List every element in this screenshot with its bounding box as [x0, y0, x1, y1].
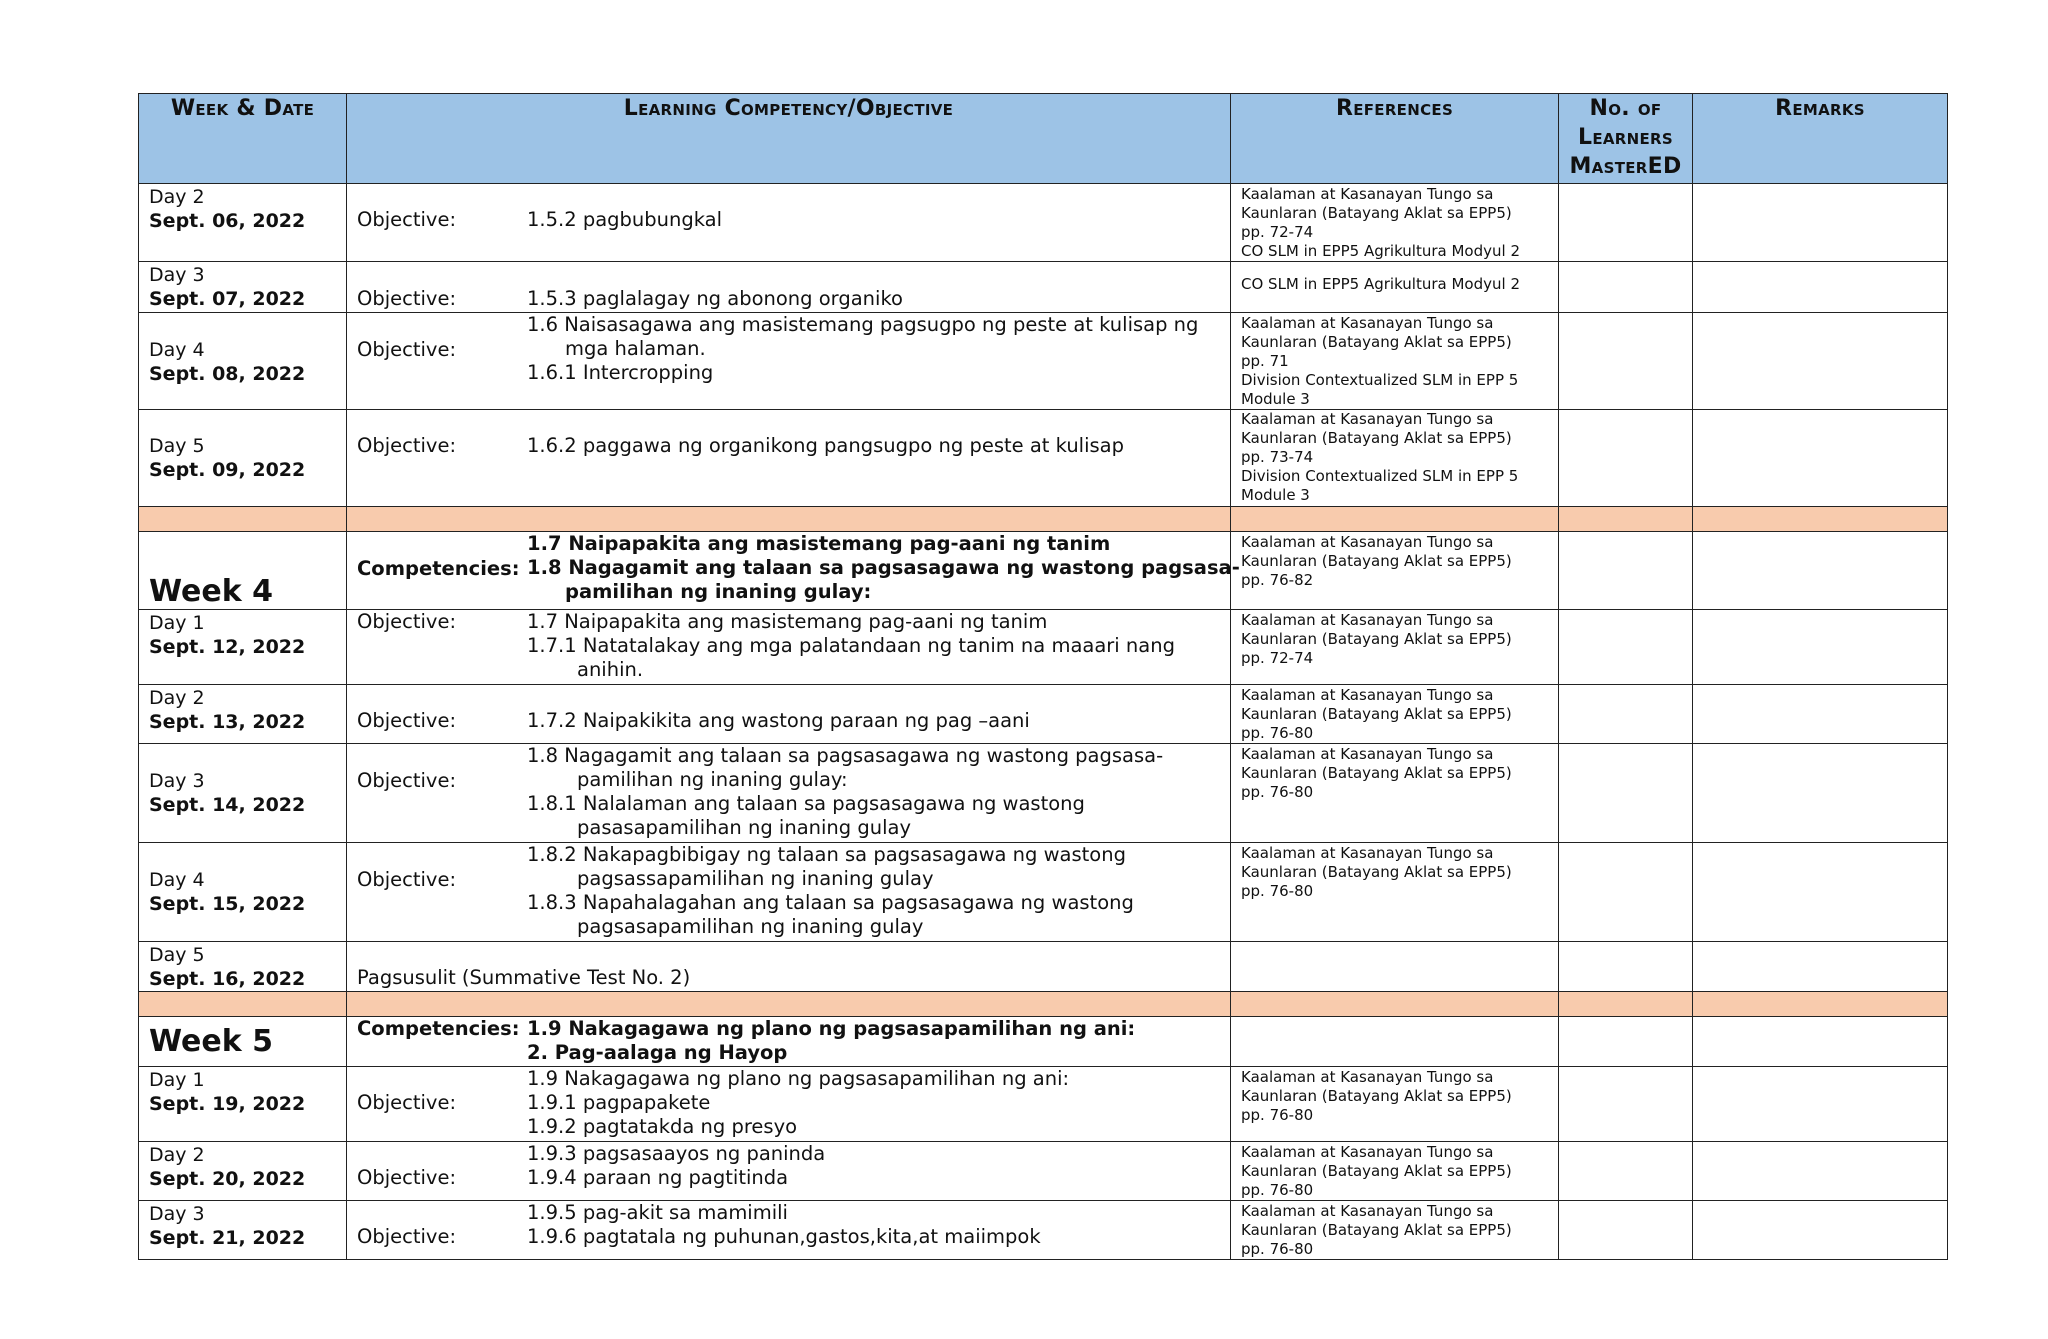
cell-text: pasasapamilihan ng inaning gulay [577, 816, 912, 839]
table-cell [1231, 942, 1559, 992]
table-cell [347, 1142, 1231, 1201]
cell-text: 1.7 Naipapakita ang masistemang pag-aani ng tanim [527, 610, 1048, 633]
objective-label: Objective: [357, 709, 457, 732]
table-cell [1559, 744, 1693, 843]
table-row [139, 685, 1948, 744]
table-cell [1559, 313, 1693, 410]
objective-label: Objective: [357, 287, 457, 310]
competencies-label: Competencies: [357, 1017, 520, 1040]
cell-text: Day 3 [149, 264, 205, 286]
table-cell [139, 610, 347, 685]
table-cell [139, 685, 347, 744]
table-cell [1693, 1142, 1948, 1201]
cell-text: Learning Competency/Objective [623, 96, 954, 121]
cell-text: Module 3 [1241, 486, 1310, 504]
cell-text: Day 3 [149, 770, 205, 792]
table-cell [1559, 685, 1693, 744]
cell-text: Kaalaman at Kasanayan Tungo sa [1241, 745, 1494, 763]
cell-text: Kaalaman at Kasanayan Tungo sa [1241, 844, 1494, 862]
table-cell [347, 744, 1231, 843]
table-cell [139, 843, 347, 942]
table-cell [1693, 610, 1948, 685]
table-row [139, 410, 1948, 507]
table-cell [1231, 184, 1559, 262]
header-references [1231, 94, 1559, 184]
cell-text: 1.9.5 pag-akit sa mamimili [527, 1201, 788, 1224]
table-cell [347, 843, 1231, 942]
table-row [139, 313, 1948, 410]
table-cell [139, 1142, 347, 1201]
cell-text: 1.7 Naipapakita ang masistemang pag-aani ng tanim [527, 532, 1111, 555]
cell-text: 1.9 Nakagagawa ng plano ng pagsasapamilihan ng ani: [527, 1017, 1136, 1040]
lesson-plan-sheet [138, 93, 1947, 1260]
cell-text: 1.9.3 pagsasaayos ng paninda [527, 1142, 826, 1165]
cell-text: pp. 76-80 [1241, 1240, 1314, 1258]
cell-text: pp. 76-80 [1241, 882, 1314, 900]
cell-text: pp. 76-80 [1241, 724, 1314, 742]
cell-text: Kaunlaran (Batayang Aklat sa EPP5) [1241, 705, 1512, 723]
objective-label: Objective: [357, 868, 457, 891]
table-cell [347, 507, 1231, 532]
cell-text: pp. 76-80 [1241, 783, 1314, 801]
cell-text: Kaunlaran (Batayang Aklat sa EPP5) [1241, 429, 1512, 447]
cell-text: Division Contextualized SLM in EPP 5 [1241, 467, 1519, 485]
table-cell [1559, 262, 1693, 313]
cell-text: Kaunlaran (Batayang Aklat sa EPP5) [1241, 1087, 1512, 1105]
cell-text: Kaunlaran (Batayang Aklat sa EPP5) [1241, 552, 1512, 570]
objective-label: Objective: [357, 208, 457, 231]
cell-text: Kaalaman at Kasanayan Tungo sa [1241, 185, 1494, 203]
table-row [139, 1201, 1948, 1260]
table-cell [1559, 532, 1693, 610]
table-cell [1231, 1017, 1559, 1067]
table-cell [139, 942, 347, 992]
table-cell [347, 992, 1231, 1017]
cell-text: No. of [1589, 96, 1662, 121]
objective-label: Objective: [357, 434, 457, 457]
table-cell [1693, 1201, 1948, 1260]
cell-text: pp. 76-80 [1241, 1181, 1314, 1199]
objective-label: Objective: [357, 1225, 457, 1248]
table-cell [1559, 507, 1693, 532]
table-row [139, 1142, 1948, 1201]
cell-text: Day 2 [149, 687, 205, 709]
table-cell [1231, 1201, 1559, 1260]
cell-text: CO SLM in EPP5 Agrikultura Modyul 2 [1241, 242, 1520, 260]
cell-text: 1.6.2 paggawa ng organikong pangsugpo ng peste at kulisap [527, 434, 1124, 457]
cell-text: 1.9.4 paraan ng pagtitinda [527, 1166, 789, 1189]
header-week-date [139, 94, 347, 184]
week-4-title: Week 4 [149, 574, 273, 609]
table-cell [347, 1017, 1231, 1067]
cell-text: pamilihan ng inaning gulay: [577, 768, 848, 791]
table-cell [1693, 410, 1948, 507]
cell-text: Week & Date [170, 96, 315, 121]
week-4-row [139, 532, 1948, 610]
table-cell [1693, 942, 1948, 992]
cell-text: 1.9.2 pagtatakda ng presyo [527, 1115, 798, 1138]
cell-text: Sept. 09, 2022 [149, 459, 306, 481]
cell-text: Kaalaman at Kasanayan Tungo sa [1241, 1143, 1494, 1161]
table-cell [347, 1067, 1231, 1142]
cell-text: Remarks [1775, 96, 1865, 121]
cell-text: 1.8 Nagagamit ang talaan sa pagsasagawa ng wastong pagsasa- [527, 556, 1240, 579]
cell-text: Sept. 20, 2022 [149, 1168, 306, 1190]
cell-text: Kaunlaran (Batayang Aklat sa EPP5) [1241, 204, 1512, 222]
table-cell [1559, 942, 1693, 992]
cell-text: pagsasapamilihan ng inaning gulay [577, 915, 924, 938]
table-cell [1693, 184, 1948, 262]
cell-text: Day 4 [149, 869, 205, 891]
table-row [139, 942, 1948, 992]
table-cell [1693, 685, 1948, 744]
cell-text: 1.6 Naisasagawa ang masistemang pagsugpo ng peste at kulisap ng [527, 313, 1199, 336]
table-cell [139, 992, 347, 1017]
cell-text: Sept. 12, 2022 [149, 636, 306, 658]
cell-text: 1.7.1 Natatalakay ang mga palatandaan ng tanim na maaari nang [527, 634, 1175, 657]
table-cell [1559, 843, 1693, 942]
cell-text: Day 2 [149, 1144, 205, 1166]
table-cell [1559, 1067, 1693, 1142]
table-cell [139, 313, 347, 410]
cell-text: pp. 76-82 [1241, 571, 1314, 589]
week-separator [139, 992, 1948, 1017]
table-cell [347, 184, 1231, 262]
table-cell [347, 313, 1231, 410]
cell-text: Sept. 08, 2022 [149, 363, 306, 385]
cell-text: 1.5.2 pagbubungkal [527, 208, 723, 231]
cell-text: Day 2 [149, 186, 205, 208]
table-row [139, 843, 1948, 942]
table-cell [139, 262, 347, 313]
cell-text: Kaunlaran (Batayang Aklat sa EPP5) [1241, 630, 1512, 648]
table-row [139, 610, 1948, 685]
table-cell [139, 1201, 347, 1260]
table-cell [1231, 313, 1559, 410]
table-cell [347, 685, 1231, 744]
table-cell [1231, 410, 1559, 507]
cell-text: Sept. 16, 2022 [149, 968, 306, 990]
table-cell [1693, 1017, 1948, 1067]
table-cell [1231, 1067, 1559, 1142]
cell-text: anihin. [577, 658, 644, 681]
table-cell [1693, 992, 1948, 1017]
competencies-label: Competencies: [357, 557, 520, 580]
cell-text: Kaunlaran (Batayang Aklat sa EPP5) [1241, 863, 1512, 881]
cell-text: Kaunlaran (Batayang Aklat sa EPP5) [1241, 333, 1512, 351]
cell-text: Day 5 [149, 944, 205, 966]
table-cell [1693, 843, 1948, 942]
cell-text: Day 1 [149, 1069, 205, 1091]
cell-text: Kaalaman at Kasanayan Tungo sa [1241, 410, 1494, 428]
table-cell [139, 1067, 347, 1142]
cell-text: CO SLM in EPP5 Agrikultura Modyul 2 [1241, 275, 1520, 293]
table-cell [1231, 744, 1559, 843]
cell-text: Day 1 [149, 612, 205, 634]
cell-text: Kaalaman at Kasanayan Tungo sa [1241, 686, 1494, 704]
cell-text: pamilihan ng inaning gulay: [565, 580, 872, 603]
table-cell [1559, 610, 1693, 685]
cell-text: pp. 72-74 [1241, 649, 1314, 667]
table-cell [1231, 843, 1559, 942]
table-cell [1693, 262, 1948, 313]
cell-text: Kaalaman at Kasanayan Tungo sa [1241, 314, 1494, 332]
cell-text: 1.8.2 Nakapagbibigay ng talaan sa pagsasagawa ng wastong [527, 843, 1126, 866]
cell-text: Sept. 15, 2022 [149, 893, 306, 915]
table-cell [1231, 992, 1559, 1017]
table-cell [1693, 507, 1948, 532]
table-cell [139, 1017, 347, 1067]
table-row [139, 744, 1948, 843]
table-cell [1559, 410, 1693, 507]
table-cell [1693, 744, 1948, 843]
cell-text: Day 3 [149, 1203, 205, 1225]
cell-text: Kaalaman at Kasanayan Tungo sa [1241, 1202, 1494, 1220]
cell-text: Sept. 07, 2022 [149, 288, 306, 310]
table-cell [347, 410, 1231, 507]
cell-text: MasterED [1569, 154, 1682, 179]
table-row [139, 262, 1948, 313]
cell-text: Sept. 19, 2022 [149, 1093, 306, 1115]
header-remarks [1693, 94, 1948, 184]
table-cell [1559, 1017, 1693, 1067]
cell-text: 1.9.1 pagpapakete [527, 1091, 711, 1114]
table-cell [139, 184, 347, 262]
objective-label: Objective: [357, 769, 457, 792]
cell-text: pp. 72-74 [1241, 223, 1314, 241]
table-cell [347, 262, 1231, 313]
cell-text: 1.5.3 paglalagay ng abonong organiko [527, 287, 903, 310]
cell-text: pp. 71 [1241, 352, 1289, 370]
cell-text: 1.9 Nakagagawa ng plano ng pagsasapamilihan ng ani: [527, 1067, 1070, 1090]
cell-text: Kaalaman at Kasanayan Tungo sa [1241, 533, 1494, 551]
cell-text: Learners [1578, 125, 1673, 150]
table-cell [1231, 262, 1559, 313]
table-cell [347, 1201, 1231, 1260]
cell-text: 2. Pag-aalaga ng Hayop [527, 1041, 788, 1064]
cell-text: pp. 76-80 [1241, 1106, 1314, 1124]
table-cell [347, 532, 1240, 610]
table-cell [1693, 313, 1948, 410]
header-row [139, 94, 1948, 184]
summative-test-text: Pagsusulit (Summative Test No. 2) [357, 966, 691, 989]
objective-label: Objective: [357, 338, 457, 361]
objective-label: Objective: [357, 610, 457, 633]
cell-text: Day 4 [149, 339, 205, 361]
cell-text: pagsassapamilihan ng inaning gulay [577, 867, 934, 890]
header-competency [347, 94, 1231, 184]
table-cell [1231, 1142, 1559, 1201]
table-cell [1693, 532, 1948, 610]
table-cell [1693, 1067, 1948, 1142]
table-cell [1559, 992, 1693, 1017]
table-cell [1559, 184, 1693, 262]
lesson-plan-table [138, 93, 1948, 1260]
table-cell [1559, 1201, 1693, 1260]
header-learners-mastered [1559, 94, 1693, 184]
cell-text: Sept. 06, 2022 [149, 210, 306, 232]
cell-text: Division Contextualized SLM in EPP 5 [1241, 371, 1519, 389]
week-5-title: Week 5 [149, 1024, 273, 1059]
cell-text: Kaunlaran (Batayang Aklat sa EPP5) [1241, 764, 1512, 782]
cell-text: 1.8.1 Nalalaman ang talaan sa pagsasagawa ng wastong [527, 792, 1085, 815]
cell-text: Kaunlaran (Batayang Aklat sa EPP5) [1241, 1221, 1512, 1239]
objective-label: Objective: [357, 1166, 457, 1189]
cell-text: mga halaman. [565, 337, 706, 360]
cell-text: Kaalaman at Kasanayan Tungo sa [1241, 1068, 1494, 1086]
table-cell [1231, 685, 1559, 744]
cell-text: Module 3 [1241, 390, 1310, 408]
table-cell [1559, 1142, 1693, 1201]
cell-text: Kaunlaran (Batayang Aklat sa EPP5) [1241, 1162, 1512, 1180]
table-cell [139, 507, 347, 532]
cell-text: Kaalaman at Kasanayan Tungo sa [1241, 611, 1494, 629]
cell-text: 1.6.1 Intercropping [527, 361, 714, 384]
table-row [139, 1067, 1948, 1142]
week-5-row [139, 1017, 1948, 1067]
table-cell [139, 532, 347, 610]
cell-text: Sept. 13, 2022 [149, 711, 306, 733]
cell-text: 1.8 Nagagamit ang talaan sa pagsasagawa ng wastong pagsasa- [527, 744, 1164, 767]
cell-text: 1.9.6 pagtatala ng puhunan,gastos,kita,at maiimpok [527, 1225, 1041, 1248]
table-cell [1231, 610, 1559, 685]
table-cell [347, 942, 1231, 992]
cell-text: Day 5 [149, 435, 205, 457]
cell-text: Sept. 14, 2022 [149, 794, 306, 816]
objective-label: Objective: [357, 1091, 457, 1114]
cell-text: pp. 73-74 [1241, 448, 1314, 466]
table-cell [347, 610, 1231, 685]
table-cell [1231, 507, 1559, 532]
table-cell [139, 410, 347, 507]
cell-text: 1.7.2 Naipakikita ang wastong paraan ng pag –aani [527, 709, 1030, 732]
table-cell [139, 744, 347, 843]
cell-text: 1.8.3 Napahalagahan ang talaan sa pagsasagawa ng wastong [527, 891, 1134, 914]
cell-text: References [1335, 96, 1454, 121]
table-cell [1231, 532, 1559, 610]
week-separator [139, 507, 1948, 532]
table-row [139, 184, 1948, 262]
cell-text: Sept. 21, 2022 [149, 1227, 306, 1249]
